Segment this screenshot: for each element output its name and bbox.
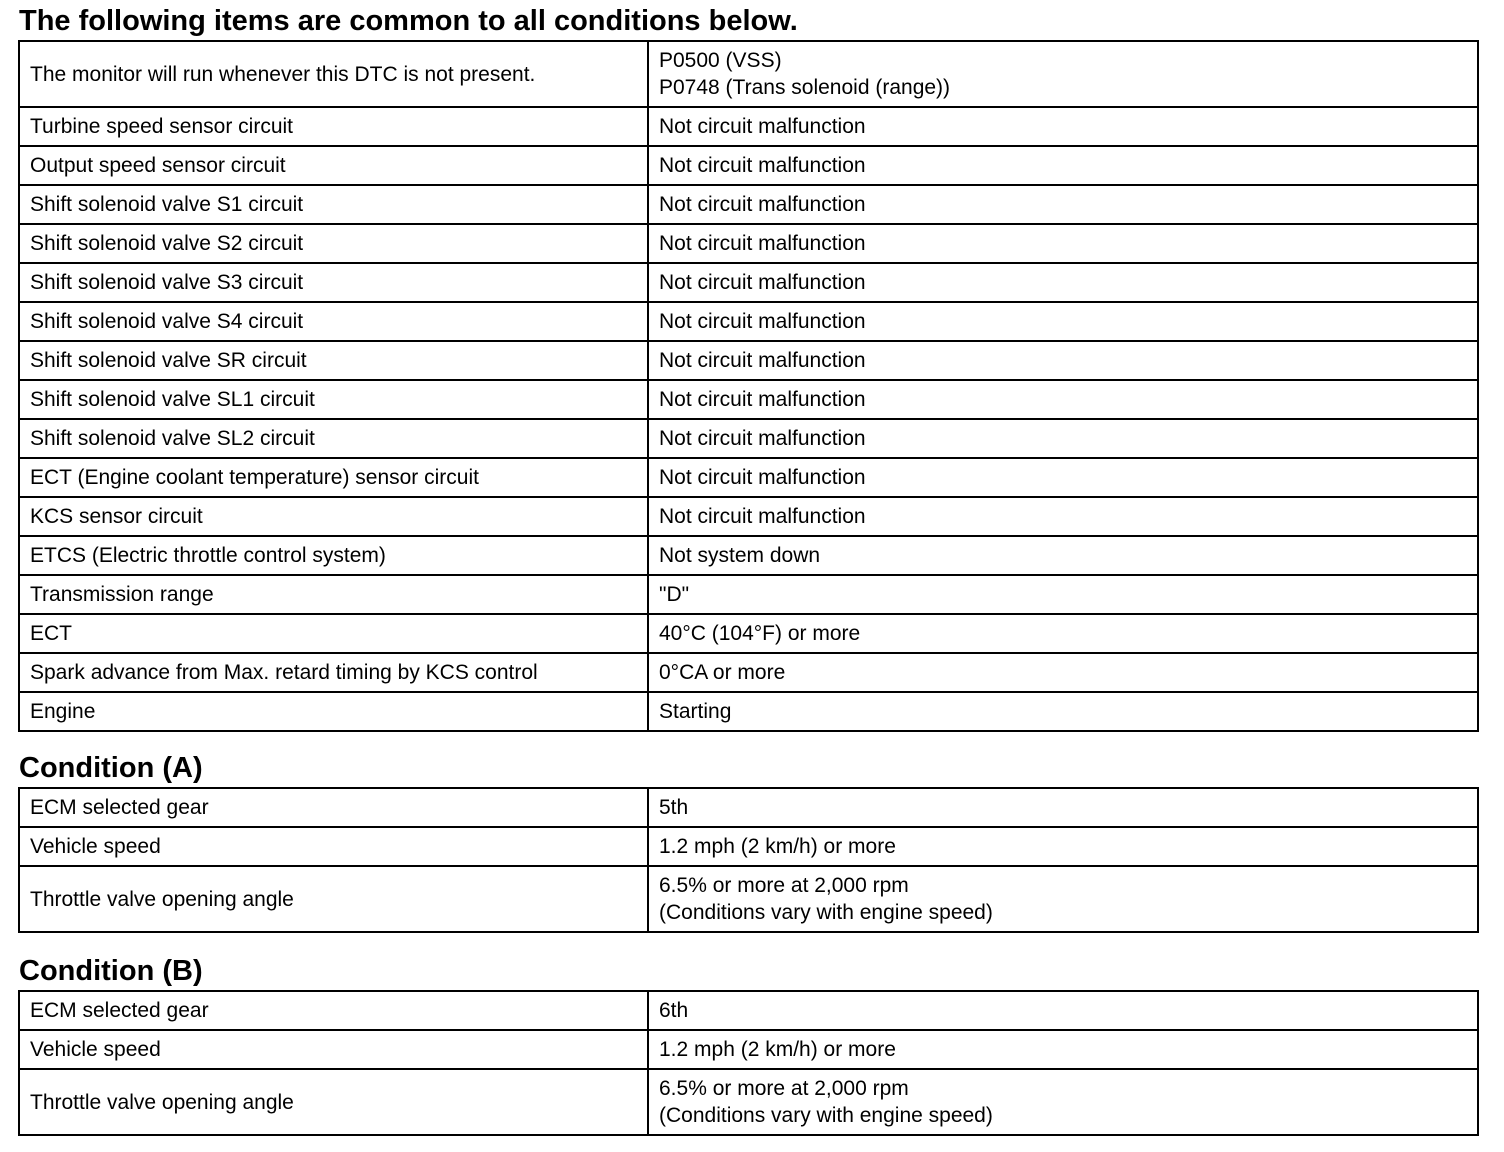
condition-item-cell: Spark advance from Max. retard timing by KCS control	[19, 653, 648, 692]
table-row	[19, 458, 1478, 497]
condition-value-cell	[648, 497, 1478, 536]
condition-a-heading: Condition (A)	[19, 752, 203, 784]
condition-value-cell	[648, 575, 1478, 614]
condition-item-cell: Throttle valve opening angle	[19, 1069, 648, 1135]
condition-value-line: Not circuit malfunction	[659, 232, 866, 255]
table-row	[19, 263, 1478, 302]
condition-value-cell	[648, 788, 1478, 827]
condition-value-line: 40°C (104°F) or more	[659, 622, 861, 645]
condition-value-line: Not circuit malfunction	[659, 466, 866, 489]
condition-value-cell	[648, 653, 1478, 692]
condition-value-cell	[648, 614, 1478, 653]
condition-value-cell	[648, 1069, 1478, 1135]
table-row	[19, 380, 1478, 419]
common-conditions-table	[18, 40, 1479, 732]
condition-item-cell: Shift solenoid valve S2 circuit	[19, 224, 648, 263]
condition-b-table	[18, 990, 1479, 1136]
condition-value-cell	[648, 185, 1478, 224]
condition-value-cell	[648, 991, 1478, 1030]
condition-item-cell: Output speed sensor circuit	[19, 146, 648, 185]
condition-item-cell: Shift solenoid valve SL1 circuit	[19, 380, 648, 419]
condition-value-cell	[648, 1030, 1478, 1069]
table-row	[19, 653, 1478, 692]
table-row	[19, 146, 1478, 185]
condition-value-line: Not circuit malfunction	[659, 310, 866, 333]
condition-value-line: 5th	[659, 796, 689, 819]
condition-value-line: P0500 (VSS)	[659, 49, 782, 72]
condition-value-line: (Conditions vary with engine speed)	[659, 901, 993, 924]
condition-value-line: 1.2 mph (2 km/h) or more	[659, 1038, 896, 1061]
condition-item-cell: Turbine speed sensor circuit	[19, 107, 648, 146]
table-row	[19, 497, 1478, 536]
table-row	[19, 419, 1478, 458]
condition-item-cell: Shift solenoid valve S3 circuit	[19, 263, 648, 302]
condition-value-cell	[648, 341, 1478, 380]
condition-item-cell: Throttle valve opening angle	[19, 866, 648, 932]
condition-value-line: Starting	[659, 700, 732, 723]
condition-item-cell: KCS sensor circuit	[19, 497, 648, 536]
table-row	[19, 827, 1478, 866]
condition-item-cell: Shift solenoid valve S4 circuit	[19, 302, 648, 341]
condition-value-line: 1.2 mph (2 km/h) or more	[659, 835, 896, 858]
table-row	[19, 41, 1478, 107]
condition-value-line: Not circuit malfunction	[659, 349, 866, 372]
table-row	[19, 341, 1478, 380]
condition-value-line: P0748 (Trans solenoid (range))	[659, 76, 951, 99]
table-row	[19, 788, 1478, 827]
condition-value-line: Not circuit malfunction	[659, 193, 866, 216]
condition-value-line: 6.5% or more at 2,000 rpm	[659, 1077, 909, 1100]
table-row	[19, 302, 1478, 341]
condition-value-line: Not circuit malfunction	[659, 388, 866, 411]
condition-a-table	[18, 787, 1479, 933]
condition-value-cell	[648, 107, 1478, 146]
condition-value-line: 6th	[659, 999, 689, 1022]
condition-item-cell: Vehicle speed	[19, 1030, 648, 1069]
condition-value-line: 0°CA or more	[659, 661, 786, 684]
condition-value-cell	[648, 692, 1478, 731]
table-row	[19, 614, 1478, 653]
condition-value-line: Not circuit malfunction	[659, 271, 866, 294]
table-row	[19, 107, 1478, 146]
table-row	[19, 692, 1478, 731]
condition-item-cell: ECM selected gear	[19, 991, 648, 1030]
table-row	[19, 1030, 1478, 1069]
table-row	[19, 575, 1478, 614]
table-row	[19, 185, 1478, 224]
condition-value-line: Not circuit malfunction	[659, 505, 866, 528]
condition-value-cell	[648, 458, 1478, 497]
condition-item-cell: Transmission range	[19, 575, 648, 614]
condition-value-cell	[648, 146, 1478, 185]
table-row	[19, 536, 1478, 575]
condition-item-cell: The monitor will run whenever this DTC is not present.	[19, 41, 648, 107]
condition-b-heading: Condition (B)	[19, 955, 203, 987]
condition-value-line: Not circuit malfunction	[659, 427, 866, 450]
condition-value-cell	[648, 380, 1478, 419]
condition-item-cell: Vehicle speed	[19, 827, 648, 866]
condition-value-cell	[648, 827, 1478, 866]
condition-value-line: (Conditions vary with engine speed)	[659, 1104, 993, 1127]
condition-value-cell	[648, 263, 1478, 302]
condition-value-line: Not circuit malfunction	[659, 154, 866, 177]
condition-item-cell: ECT	[19, 614, 648, 653]
condition-value-line: Not system down	[659, 544, 821, 567]
condition-value-line: Not circuit malfunction	[659, 115, 866, 138]
condition-item-cell: Engine	[19, 692, 648, 731]
table-row	[19, 991, 1478, 1030]
condition-item-cell: ETCS (Electric throttle control system)	[19, 536, 648, 575]
condition-value-cell	[648, 536, 1478, 575]
table-row	[19, 866, 1478, 932]
condition-value-line: 6.5% or more at 2,000 rpm	[659, 874, 909, 897]
common-conditions-heading: The following items are common to all conditions below.	[19, 5, 798, 37]
condition-value-cell	[648, 224, 1478, 263]
condition-value-cell	[648, 41, 1478, 107]
condition-value-cell	[648, 866, 1478, 932]
condition-item-cell: ECT (Engine coolant temperature) sensor circuit	[19, 458, 648, 497]
condition-item-cell: Shift solenoid valve SL2 circuit	[19, 419, 648, 458]
condition-item-cell: Shift solenoid valve SR circuit	[19, 341, 648, 380]
condition-item-cell: ECM selected gear	[19, 788, 648, 827]
condition-value-cell	[648, 302, 1478, 341]
table-row	[19, 224, 1478, 263]
condition-value-line: "D"	[659, 583, 690, 606]
condition-value-cell	[648, 419, 1478, 458]
condition-item-cell: Shift solenoid valve S1 circuit	[19, 185, 648, 224]
table-row	[19, 1069, 1478, 1135]
